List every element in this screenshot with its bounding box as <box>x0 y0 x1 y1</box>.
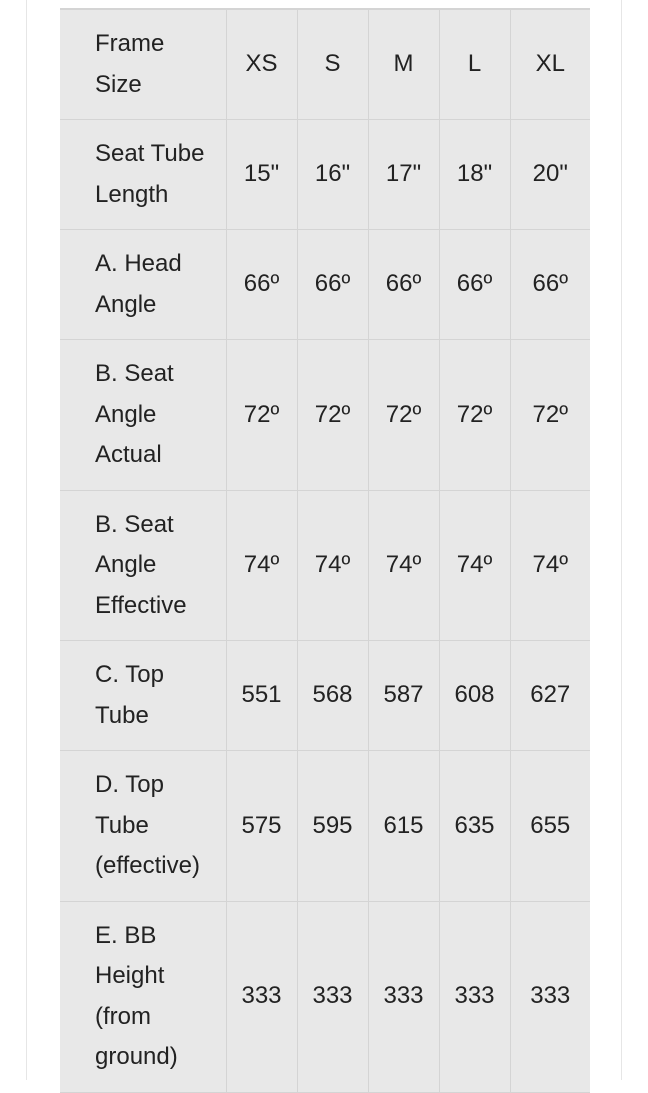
size-header-l: L <box>439 9 510 120</box>
table-cell: 16" <box>297 120 368 230</box>
table-cell: 615 <box>368 751 439 902</box>
row-label: A. Head Angle <box>60 230 226 340</box>
row-label: C. Top Tube <box>60 641 226 751</box>
table-cell: 66º <box>439 230 510 340</box>
size-header-s: S <box>297 9 368 120</box>
table-cell: 333 <box>368 901 439 1092</box>
table-cell: 635 <box>439 751 510 902</box>
geometry-table-container <box>60 8 590 1093</box>
table-row <box>60 641 590 751</box>
row-label: B. Seat Angle Effective <box>60 490 226 641</box>
row-label: Seat Tube Length <box>60 120 226 230</box>
table-cell: 17" <box>368 120 439 230</box>
table-cell: 74º <box>368 490 439 641</box>
table-cell: 72º <box>297 340 368 491</box>
geometry-table <box>60 8 590 1093</box>
table-cell: 333 <box>297 901 368 1092</box>
table-cell: 74º <box>226 490 297 641</box>
table-cell: 72º <box>368 340 439 491</box>
row-label: B. Seat Angle Actual <box>60 340 226 491</box>
table-cell: 66º <box>297 230 368 340</box>
size-header-m: M <box>368 9 439 120</box>
table-cell: 551 <box>226 641 297 751</box>
table-cell: 575 <box>226 751 297 902</box>
table-cell: 627 <box>510 641 590 751</box>
table-cell: 333 <box>510 901 590 1092</box>
row-label: E. BB Height (from ground) <box>60 901 226 1092</box>
table-cell: 333 <box>226 901 297 1092</box>
table-row <box>60 901 590 1092</box>
table-cell: 608 <box>439 641 510 751</box>
table-row <box>60 751 590 902</box>
table-cell: 655 <box>510 751 590 902</box>
header-row <box>60 9 590 120</box>
table-cell: 66º <box>368 230 439 340</box>
table-cell: 74º <box>439 490 510 641</box>
table-cell: 18" <box>439 120 510 230</box>
table-cell: 587 <box>368 641 439 751</box>
table-row <box>60 490 590 641</box>
size-header-xs: XS <box>226 9 297 120</box>
table-row <box>60 340 590 491</box>
table-cell: 72º <box>439 340 510 491</box>
table-row <box>60 120 590 230</box>
row-label: D. Top Tube (effective) <box>60 751 226 902</box>
table-cell: 568 <box>297 641 368 751</box>
table-cell: 66º <box>510 230 590 340</box>
table-row <box>60 230 590 340</box>
table-cell: 15" <box>226 120 297 230</box>
table-cell: 72º <box>226 340 297 491</box>
table-cell: 333 <box>439 901 510 1092</box>
table-cell: 74º <box>297 490 368 641</box>
size-header-xl: XL <box>510 9 590 120</box>
table-cell: 66º <box>226 230 297 340</box>
frame-size-label: Frame Size <box>60 9 226 120</box>
table-cell: 20" <box>510 120 590 230</box>
table-cell: 72º <box>510 340 590 491</box>
table-cell: 595 <box>297 751 368 902</box>
table-cell: 74º <box>510 490 590 641</box>
